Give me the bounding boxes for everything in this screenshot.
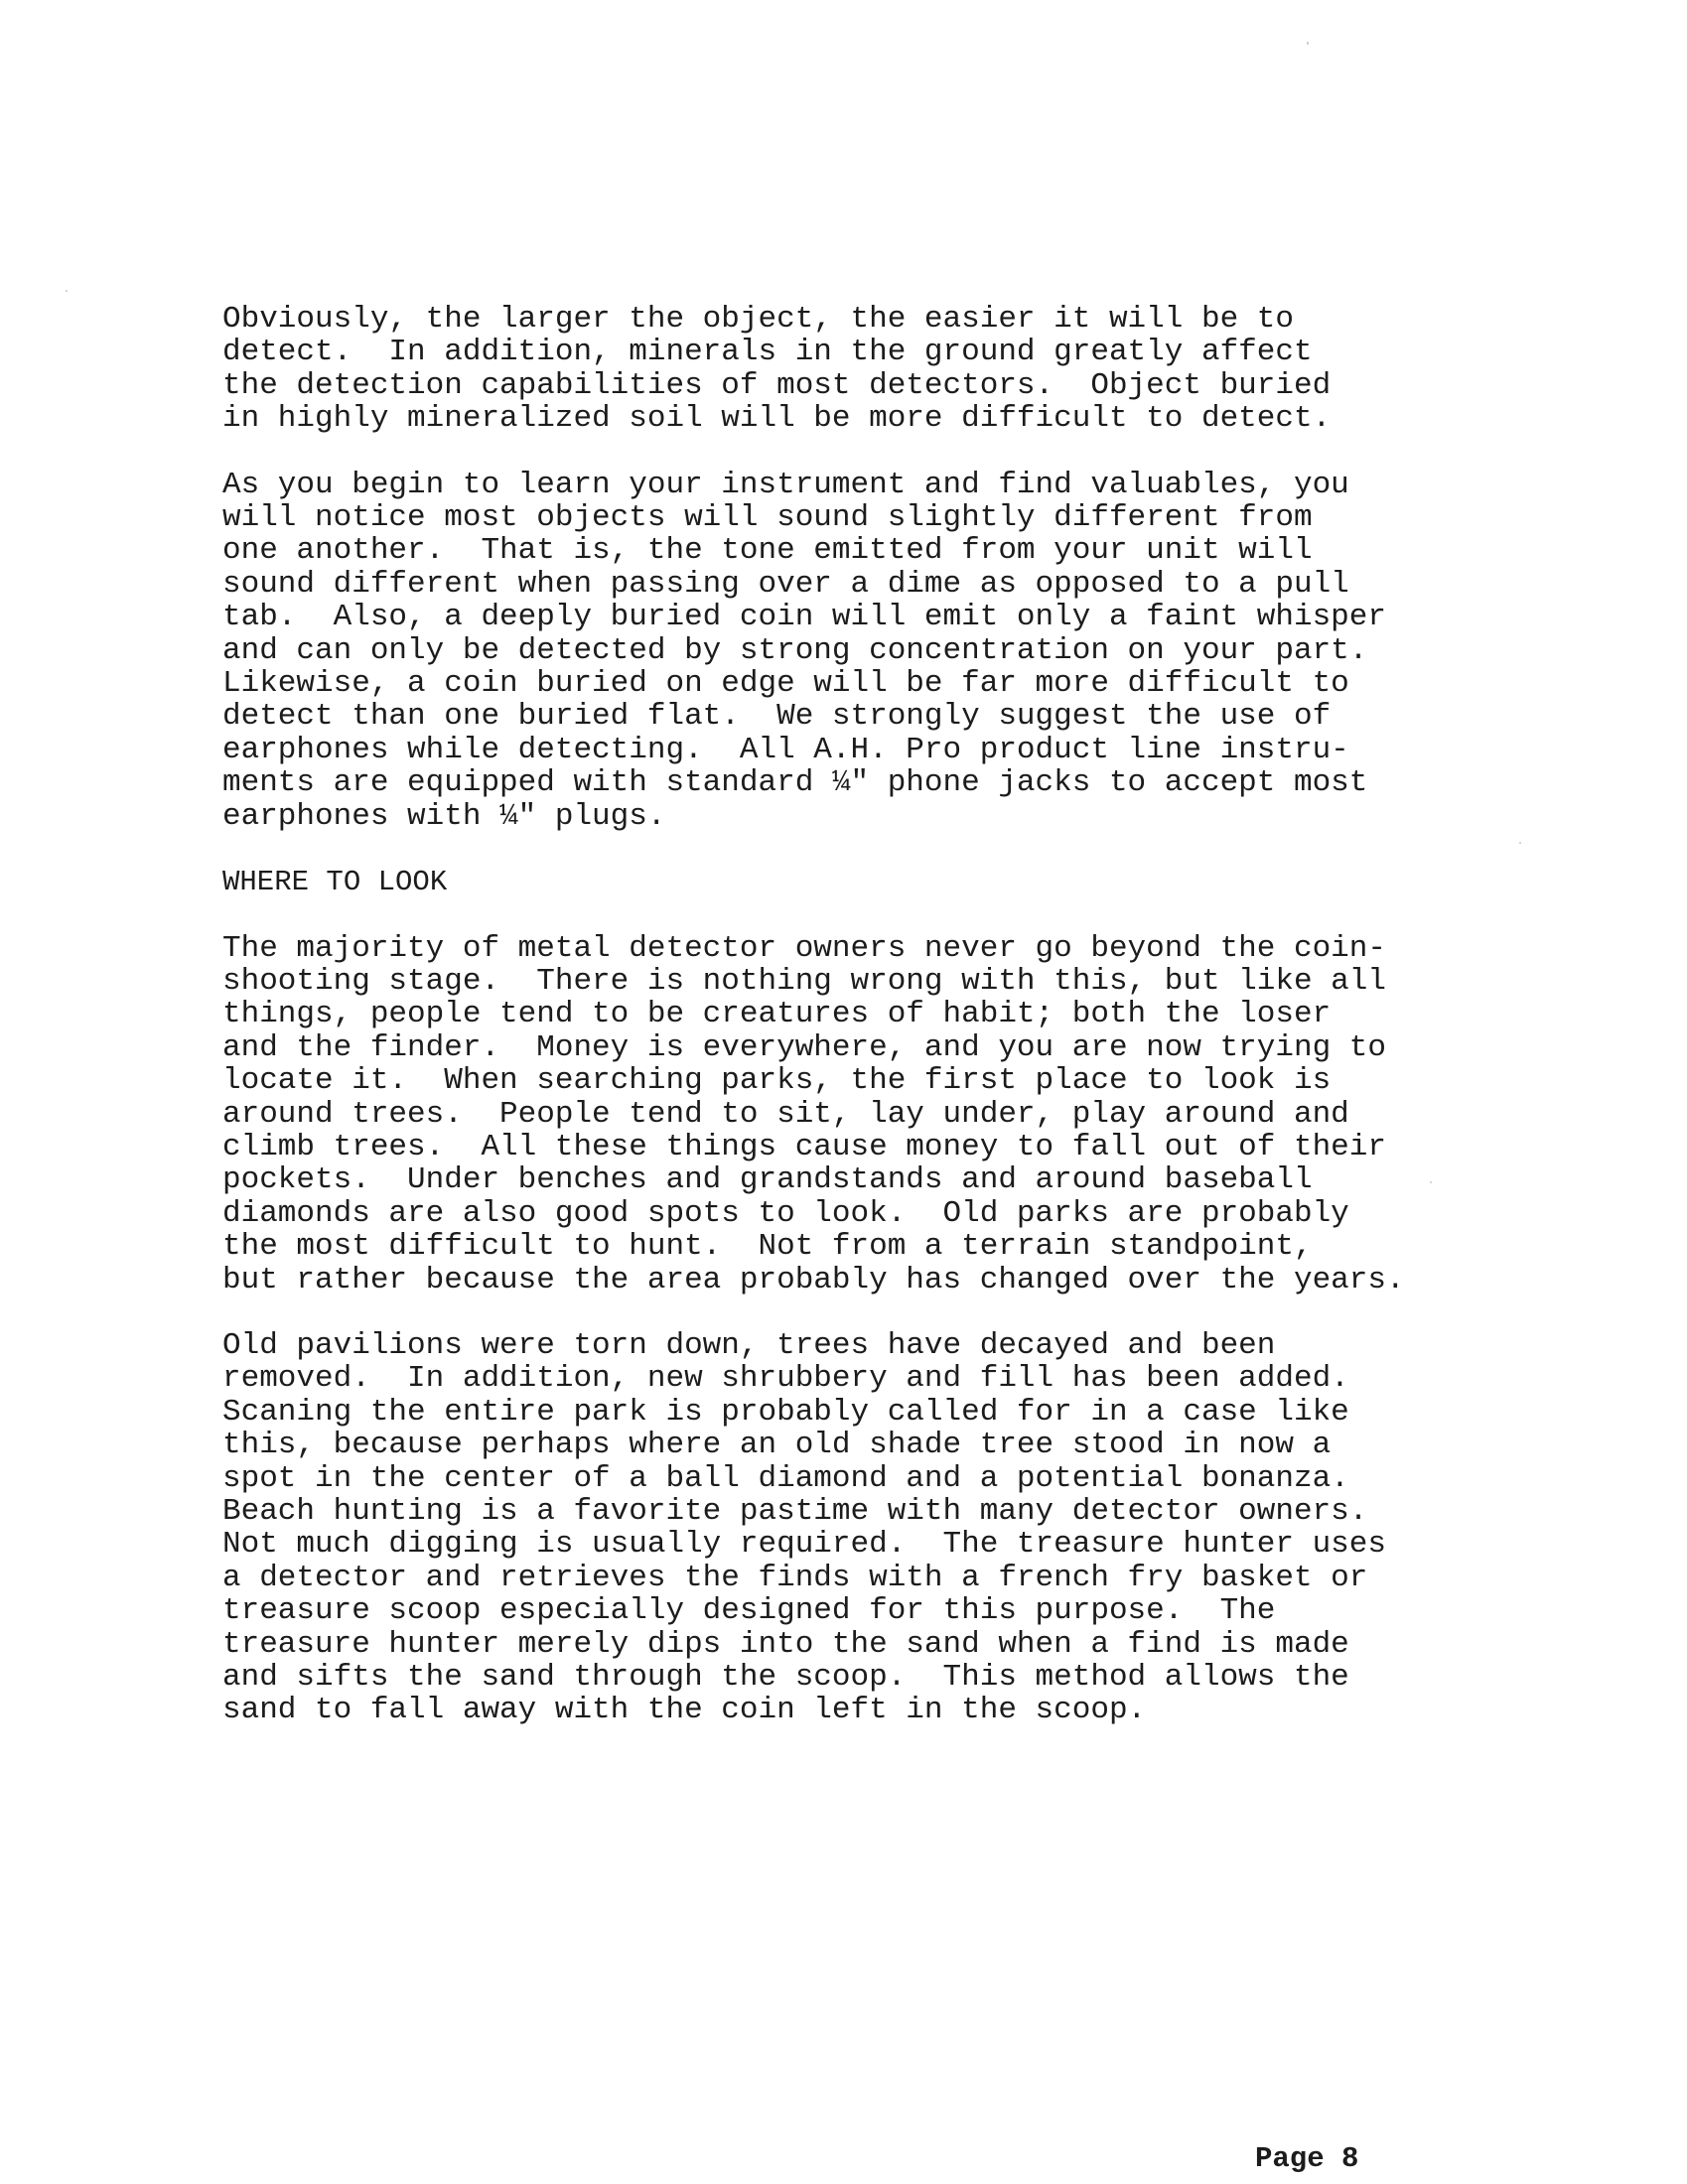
- text-line: and sifts the sand through the scoop. This method allows the: [222, 1660, 1349, 1696]
- text-line: but rather because the area probably has changed over the years.: [222, 1262, 1405, 1297]
- text-line: Likewise, a coin buried on edge will be far more difficult to: [222, 666, 1349, 702]
- text-line: a detector and retrieves the finds with a french fry basket or: [222, 1560, 1368, 1595]
- text-line: Not much digging is usually required. The treasure hunter uses: [222, 1527, 1386, 1563]
- text-line: Obviously, the larger the object, the easier it will be to: [222, 302, 1294, 337]
- text-line: things, people tend to be creatures of habit; both the loser: [222, 997, 1332, 1032]
- text-line: treasure hunter merely dips into the sand when a find is made: [222, 1626, 1349, 1662]
- text-line: around trees. People tend to sit, lay under, play around and: [222, 1096, 1349, 1132]
- text-line: this, because perhaps where an old shade tree stood in now a: [222, 1428, 1332, 1463]
- text-line: will notice most objects will sound slightly different from: [222, 500, 1313, 536]
- text-line: climb trees. All these things cause money to fall out of their: [222, 1129, 1386, 1164]
- paragraph-object-size: [222, 303, 1553, 436]
- text-line: As you begin to learn your instrument and find valuables, you: [222, 467, 1349, 502]
- page-number: Page 8: [1255, 2142, 1359, 2175]
- text-line: removed. In addition, new shrubbery and fill has been added.: [222, 1361, 1349, 1397]
- paragraph-learn-instrument: [222, 469, 1553, 833]
- text-line: detect. In addition, minerals in the ground greatly affect: [222, 335, 1313, 370]
- text-line: tab. Also, a deeply buried coin will emit only a faint whisper: [222, 600, 1386, 635]
- text-line: ments are equipped with standard ¼" phone jacks to accept most: [222, 765, 1368, 801]
- text-line: detect than one buried flat. We strongly suggest the use of: [222, 699, 1332, 735]
- text-line: spot in the center of a ball diamond and a potential bonanza.: [222, 1460, 1349, 1496]
- paragraph-old-pavilions: [222, 1329, 1553, 1727]
- text-line: The majority of metal detector owners never go beyond the coin-: [222, 930, 1386, 966]
- text-line: shooting stage. There is nothing wrong with this, but like all: [222, 963, 1386, 999]
- document-body: [222, 303, 1553, 1760]
- text-line: the most difficult to hunt. Not from a terrain standpoint,: [222, 1229, 1313, 1265]
- text-line: pockets. Under benches and grandstands and around baseball: [222, 1162, 1313, 1198]
- text-line: Old pavilions were torn down, trees have decayed and been: [222, 1327, 1276, 1363]
- paragraph-coin-shooting: [222, 932, 1553, 1297]
- text-line: and the finder. Money is everywhere, and you are now trying to: [222, 1029, 1386, 1065]
- text-line: sand to fall away with the coin left in the scoop.: [222, 1693, 1147, 1728]
- text-line: sound different when passing over a dime as opposed to a pull: [222, 566, 1349, 602]
- scan-speck: [1307, 42, 1309, 45]
- scan-speck: [66, 290, 68, 292]
- text-line: one another. That is, the tone emitted from your unit will: [222, 533, 1313, 569]
- text-line: and can only be detected by strong concentration on your part.: [222, 632, 1368, 668]
- text-line: Beach hunting is a favorite pastime with many detector owners.: [222, 1494, 1368, 1529]
- text-line: the detection capabilities of most detectors. Object buried: [222, 367, 1332, 403]
- section-heading: WHERE TO LOOK: [222, 866, 448, 899]
- text-line: earphones with ¼" plugs.: [222, 798, 666, 834]
- text-line: in highly mineralized soil will be more difficult to detect.: [222, 401, 1332, 437]
- text-line: locate it. When searching parks, the first place to look is: [222, 1063, 1332, 1099]
- text-line: earphones while detecting. All A.H. Pro product line instru-: [222, 732, 1349, 767]
- text-line: Scaning the entire park is probably called for in a case like: [222, 1394, 1349, 1430]
- text-line: diamonds are also good spots to look. Old parks are probably: [222, 1195, 1349, 1231]
- text-line: treasure scoop especially designed for this purpose. The: [222, 1593, 1276, 1629]
